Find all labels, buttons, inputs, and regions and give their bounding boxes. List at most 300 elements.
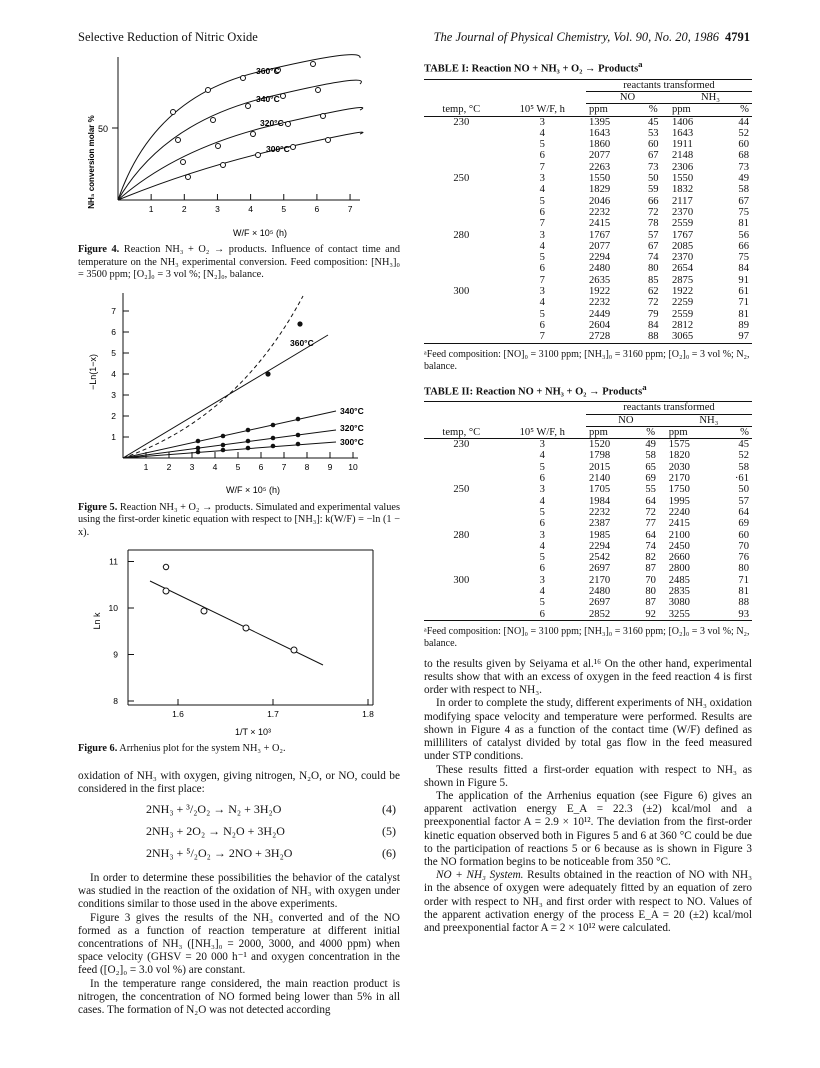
- table1-cell: 3065: [671, 331, 694, 343]
- fig4-label-300: 300°C: [266, 144, 290, 154]
- fig6-fit-line: [150, 581, 323, 665]
- table2-cell: [424, 609, 499, 620]
- table1-cell: 2604: [588, 319, 611, 331]
- table1-cell: 67: [738, 195, 749, 207]
- table2-cell: 65: [645, 461, 656, 473]
- table2-cell: 5: [539, 597, 545, 609]
- table1-cell: 1829: [588, 184, 611, 196]
- page-number: 4791: [725, 30, 750, 44]
- table2-cell: 71: [738, 574, 749, 586]
- table1-cell: 7: [539, 161, 545, 173]
- table1-cell: 2415: [588, 218, 611, 230]
- fig5-label-320: 320°C: [340, 422, 364, 433]
- table-1-group-header: reactants transformed: [586, 79, 752, 91]
- table-2-ppm-header: ppm: [588, 426, 608, 438]
- table2-cell: 3: [539, 484, 545, 496]
- fig4-ytick-label: 50: [97, 124, 108, 134]
- table1-cell: [424, 162, 499, 173]
- right-column: [424, 52, 752, 935]
- table2-cell: [424, 552, 499, 563]
- left-paragraph-1: oxidation of NH₃ with oxygen, giving nitrogen, N₂O, or NO, could be considered in the first place:: [78, 769, 400, 795]
- figure-4-caption: Figure 4. Reaction NH₃ + O₂ → products. Influence of contact time and temperature on the NH₃ experimental conversion. Feed composition: [NH₃]₀ = 3500 ppm; [O₂]₀ = 3 vol %; [N₂]₀, balance.: [78, 244, 400, 280]
- right-paragraph-3: These results fitted a first-order equation with respect to NH₃ as shown in Figure 5.: [424, 763, 752, 789]
- table1-cell: 68: [738, 150, 749, 162]
- table2-row: [424, 552, 752, 563]
- table2-cell: 1995: [668, 495, 690, 507]
- table1-cell: 67: [647, 240, 659, 252]
- table1-row: [424, 196, 752, 207]
- figure-5-plot: [78, 288, 400, 500]
- table1-cell: 56: [738, 229, 749, 241]
- fig5-yticks: [111, 306, 129, 442]
- table2-cell: 2232: [588, 506, 611, 518]
- table1-cell: [424, 320, 499, 331]
- table2-cell: 2542: [588, 552, 611, 564]
- fig4-xlabel: W/F × 10⁵ (h): [233, 228, 287, 238]
- table2-row: [424, 518, 752, 529]
- fig5-line-360: [123, 335, 328, 458]
- table1-cell: 73: [647, 161, 659, 173]
- table2-cell: 2835: [668, 585, 690, 597]
- figure-4-plot: [78, 52, 400, 242]
- fig5-points: [196, 321, 303, 454]
- table1-cell: 6: [539, 319, 545, 331]
- table2-row: [424, 484, 752, 495]
- table1-cell: 4: [539, 127, 545, 139]
- table1-cell: 3: [539, 116, 545, 128]
- table2-cell: 2415: [668, 518, 690, 530]
- table2-cell: 58: [645, 450, 656, 462]
- table2-cell: 6: [539, 518, 545, 530]
- table-2-footnote: ᵃFeed composition: [NO]₀ = 3100 ppm; [NH₃]₀ = 3160 ppm; [O₂]₀ = 3 vol %; N₂, balance.: [424, 625, 750, 649]
- table2-cell: 2697: [588, 563, 611, 575]
- fig4-label-340: 340°C: [256, 94, 280, 104]
- table1-row: [424, 207, 752, 218]
- table2-cell: 92: [645, 608, 656, 620]
- table-2-title: TABLE II: Reaction NO + NH₃ + O₂ → Products$^a$: [424, 381, 647, 398]
- table1-cell: 78: [647, 218, 659, 230]
- table1-cell: 2232: [588, 297, 611, 309]
- table1-cell: 97: [738, 331, 749, 343]
- table1-cell: 2306: [671, 161, 694, 173]
- fig5-ytick-label: 3: [111, 389, 116, 400]
- table2-cell: 2240: [668, 506, 690, 518]
- table1-cell: 2449: [588, 308, 611, 320]
- table2-cell: [424, 450, 499, 461]
- table2-cell: 1985: [588, 529, 611, 541]
- table1-row: [424, 297, 752, 308]
- table1-cell: 2085: [671, 240, 694, 252]
- left-column: [78, 52, 400, 1017]
- fig4-points: [171, 62, 331, 180]
- table2-cell: 50: [738, 484, 749, 496]
- table1-cell: 60: [647, 139, 659, 151]
- table1-cell: [424, 275, 499, 286]
- table1-cell: 2232: [588, 206, 611, 218]
- table1-cell: 2654: [671, 263, 694, 275]
- table1-cell: [424, 263, 499, 274]
- table1-cell: 89: [738, 319, 749, 331]
- table1-cell: [424, 218, 499, 229]
- table2-cell: 1750: [668, 484, 690, 496]
- table2-cell: 82: [645, 552, 656, 564]
- table1-row: [424, 150, 752, 161]
- table1-cell: [424, 252, 499, 263]
- table1-row: [424, 309, 752, 320]
- fig6-ytick-label: 9: [113, 649, 118, 660]
- figure-5-caption: Figure 5. Reaction NH₃ + O₂ → products. Simulated and experimental values using the first-order kinetic equation with respect to [NH₃]: k(W/F) = −ln (1 − x).: [78, 501, 401, 538]
- table1-cell: 6: [539, 150, 545, 162]
- table1-cell: 2117: [671, 195, 693, 207]
- table1-cell: 2370: [671, 252, 694, 264]
- table1-cell: 66: [738, 240, 749, 252]
- table1-row: [424, 173, 752, 184]
- fig5-ytick-label: 4: [111, 368, 116, 379]
- table1-row: [424, 139, 752, 150]
- table1-cell: 58: [738, 184, 749, 196]
- table2-cell: 70: [645, 574, 656, 586]
- table1-cell: 2263: [588, 161, 611, 173]
- table1-cell: 2559: [671, 218, 694, 230]
- table1-cell: 7: [539, 331, 545, 343]
- fig5-xtick-label: 1: [143, 461, 149, 472]
- fig4-curve-340: [118, 80, 361, 200]
- table1-row: [424, 263, 752, 274]
- figure-6-caption: Figure 6. Arrhenius plot for the system NH₃ + O₂.: [78, 743, 286, 754]
- table2-cell: 3: [539, 529, 545, 541]
- table1-row: [424, 218, 752, 229]
- table2-row: [424, 439, 752, 451]
- table2-row: [424, 450, 752, 461]
- table2-cell: 5: [539, 552, 545, 564]
- table1-cell: 1860: [588, 139, 611, 151]
- table2-cell: 64: [738, 506, 749, 518]
- table2-cell: 3: [539, 574, 545, 586]
- table2-cell: 6: [539, 563, 545, 575]
- table1-cell: 2875: [671, 274, 694, 286]
- table1-row: [424, 116, 752, 128]
- table1-cell: 250: [453, 173, 470, 185]
- fig4-curve-360: [118, 55, 360, 200]
- fig6-yticks: [109, 557, 134, 707]
- table-1-pct-header-2: %: [740, 104, 749, 116]
- table2-row: [424, 530, 752, 541]
- fig5-ylabel: −Ln(1−x): [88, 353, 98, 390]
- table2-cell: 81: [738, 585, 749, 597]
- table2-cell: 4: [539, 495, 545, 507]
- table1-cell: 45: [647, 116, 659, 128]
- table-1-title: TABLE I: Reaction NO + NH₃ + O₂ → Products$^a$: [424, 59, 643, 75]
- fig5-ytick-label: 1: [111, 431, 116, 442]
- equation-6: 2NH₃ + ⁵/₂O₂ → 2NO + 3H₂O (6): [146, 845, 396, 860]
- running-title: Selective Reduction of Nitric Oxide: [78, 30, 258, 44]
- fig5-xtick-label: 9: [327, 461, 333, 472]
- equation-4: 2NH₃ + ³/₂O₂ → N₂ + 3H₂O (4): [146, 801, 396, 816]
- table2-cell: [424, 507, 499, 518]
- fig5-ytick-label: 7: [111, 305, 116, 316]
- table-1-nh3-header: NH₃: [669, 92, 752, 104]
- table1-cell: 2148: [671, 150, 694, 162]
- table-1-temp-header: temp, °C: [442, 104, 481, 116]
- table1-cell: 6: [539, 206, 545, 218]
- table1-cell: 1767: [588, 229, 611, 241]
- table2-row: [424, 609, 752, 620]
- table2-cell: 2170: [668, 473, 690, 485]
- table2-row: [424, 597, 752, 608]
- table2-cell: 2294: [588, 540, 611, 552]
- table1-cell: 50: [647, 173, 659, 185]
- table1-cell: 57: [647, 229, 659, 241]
- table2-cell: 1820: [668, 450, 690, 462]
- table1-cell: 88: [647, 331, 659, 343]
- table2-cell: 6: [539, 473, 545, 485]
- table-1-no-header: NO: [586, 92, 669, 104]
- table-1-ppm-header-2: ppm: [671, 104, 691, 116]
- fig5-xtick-label: 5: [235, 461, 241, 472]
- table1-cell: 5: [539, 252, 545, 264]
- table2-cell: [424, 563, 499, 574]
- fig5-label-300: 300°C: [340, 436, 364, 447]
- left-paragraph-3: Figure 3 gives the results of the NH₃ converted and of the NO formed as a function of reaction temperature at different initial concentrations of NH₃ ([NH₃]₀ = 2000, 3000, and 4000 ppm) when space velocity (GHSV = 20 000 h⁻¹ and oxygen concentration in the feed ([O₂]₀ = 3.0 vol %) are constant.: [78, 911, 400, 977]
- table2-row: [424, 541, 752, 552]
- table-2: [424, 401, 752, 620]
- table2-cell: 2100: [668, 529, 690, 541]
- table-2-nh3-header: NH₃: [666, 414, 752, 426]
- fig4-xticks: [149, 194, 353, 214]
- table1-cell: 44: [738, 116, 749, 128]
- table2-row: [424, 563, 752, 574]
- table2-cell: [424, 597, 499, 608]
- left-paragraph-4: In the temperature range considered, the main reaction product is nitrogen, the concentration of NO formed being lower than 5% in all cases. The formation of N₂O was not detected according: [78, 977, 400, 1016]
- fig5-ytick-label: 6: [111, 326, 116, 337]
- table1-cell: 67: [647, 150, 659, 162]
- table2-cell: 77: [645, 518, 656, 530]
- table2-cell: 300: [453, 574, 470, 586]
- table2-cell: 64: [645, 529, 656, 541]
- table2-cell: 3255: [668, 608, 690, 620]
- table1-cell: [424, 297, 499, 308]
- fig5-exp-360: [123, 296, 303, 458]
- table1-cell: 300: [453, 286, 470, 298]
- table1-cell: 2559: [671, 308, 694, 320]
- table1-cell: [424, 309, 499, 320]
- table1-cell: 75: [738, 252, 749, 264]
- table1-cell: 1643: [671, 127, 694, 139]
- table1-cell: 1767: [671, 229, 694, 241]
- table1-cell: [424, 241, 499, 252]
- table-1-ppm-header: ppm: [588, 104, 608, 116]
- left-paragraph-2: In order to determine these possibilities the behavior of the catalyst was studied in the reaction of the oxidation of NH₃ with oxygen under conditions similar to those used in the above experiments.: [78, 871, 400, 911]
- table2-cell: 88: [738, 597, 749, 609]
- table2-cell: 2450: [668, 540, 690, 552]
- table2-cell: 93: [738, 608, 749, 620]
- table1-cell: [424, 196, 499, 207]
- table2-cell: 60: [738, 529, 749, 541]
- fig4-xtick-label: 3: [215, 204, 220, 214]
- table1-cell: 3: [539, 229, 545, 241]
- fig5-label-340: 340°C: [340, 405, 364, 416]
- table2-cell: 2852: [588, 608, 611, 620]
- table2-cell: 69: [738, 518, 749, 530]
- table2-cell: 1798: [588, 450, 611, 462]
- fig5-xtick-label: 6: [258, 461, 264, 472]
- table-2-temp-header: temp, °C: [442, 426, 481, 438]
- table1-cell: 91: [738, 274, 749, 286]
- table1-cell: 4: [539, 240, 545, 252]
- table1-row: [424, 241, 752, 252]
- table1-cell: 80: [647, 263, 659, 275]
- table2-cell: 55: [645, 484, 656, 496]
- table1-cell: 81: [738, 308, 749, 320]
- table1-row: [424, 162, 752, 173]
- table2-cell: [424, 586, 499, 597]
- fig5-ytick-label: 5: [111, 347, 116, 358]
- table2-row: [424, 496, 752, 507]
- table1-cell: 2294: [588, 252, 611, 264]
- fig4-xtick-label: 5: [281, 204, 287, 214]
- right-paragraph-4: The application of the Arrhenius equation (see Figure 6) gives an apparent activation energy E_A = 22.3 (±2) kcal/mol and a preexponential factor A = 2.9 × 10¹². The deviation from the first-order kinetic equation observed both in Figures 5 and 6 at 360 °C could be due to the participation of reactions 5 or 6 because as is shown in Figure 3 the NO formation begins to be noticeable from 350 °C.: [424, 789, 752, 868]
- table2-cell: 64: [645, 495, 656, 507]
- table2-cell: 49: [645, 439, 656, 451]
- table2-cell: 2140: [588, 473, 611, 485]
- table1-row: [424, 320, 752, 331]
- fig4-xtick-label: 4: [248, 204, 253, 214]
- fig6-xtick-label: 1.7: [267, 709, 279, 719]
- table2-cell: 87: [645, 563, 656, 575]
- table1-cell: [424, 128, 499, 139]
- table1-row: [424, 230, 752, 241]
- table1-cell: 1550: [588, 173, 611, 185]
- fig6-ylabel: Ln k: [92, 612, 102, 630]
- fig4-xtick-label: 2: [181, 204, 187, 214]
- journal-citation: The Journal of Physical Chemistry, Vol. 90, No. 20, 1986 4791: [433, 30, 750, 44]
- table1-cell: 62: [647, 286, 659, 298]
- table-2-body: [424, 439, 752, 620]
- table1-row: [424, 275, 752, 286]
- fig4-label-320: 320°C: [260, 118, 284, 128]
- table-2-pct-header-2: %: [740, 426, 749, 438]
- fig5-xtick-label: 3: [189, 461, 195, 472]
- table2-cell: 69: [645, 473, 656, 485]
- table2-cell: 3080: [668, 597, 690, 609]
- table1-cell: [424, 184, 499, 195]
- table1-cell: 1550: [671, 173, 694, 185]
- fig6-ytick-label: 10: [108, 603, 118, 613]
- table1-cell: 2480: [588, 263, 611, 275]
- fig5-xtick-label: 7: [281, 461, 287, 472]
- fig5-xtick-label: 8: [304, 461, 310, 472]
- table1-cell: 5: [539, 308, 545, 320]
- table2-cell: 2697: [588, 597, 611, 609]
- table1-cell: 2812: [671, 319, 694, 331]
- table1-cell: 1643: [588, 127, 611, 139]
- table1-cell: 1922: [671, 286, 694, 298]
- fig5-xtick-label: 2: [166, 461, 172, 472]
- table1-cell: 1911: [671, 139, 693, 151]
- table1-cell: 52: [738, 127, 749, 139]
- table1-cell: 2728: [588, 331, 611, 343]
- table2-cell: 5: [539, 461, 545, 473]
- table1-row: [424, 286, 752, 297]
- table1-cell: 49: [738, 173, 749, 185]
- table1-cell: 7: [539, 274, 545, 286]
- table1-cell: [424, 139, 499, 150]
- table1-cell: 72: [647, 206, 659, 218]
- table2-cell: 1705: [588, 484, 611, 496]
- table-1-body: [424, 116, 752, 342]
- table2-cell: 76: [738, 552, 749, 564]
- table2-cell: [424, 518, 499, 529]
- table1-row: [424, 252, 752, 263]
- table2-cell: 5: [539, 506, 545, 518]
- table1-cell: 3: [539, 286, 545, 298]
- table2-cell: 87: [645, 597, 656, 609]
- fig6-points: [163, 564, 297, 653]
- table2-cell: 45: [738, 439, 749, 451]
- fig4-label-360: 360°C: [256, 66, 280, 76]
- table1-cell: 60: [738, 139, 749, 151]
- table1-cell: 2635: [588, 274, 611, 286]
- table1-cell: 72: [647, 297, 659, 309]
- table-1-pct-header: %: [648, 104, 658, 116]
- table2-cell: 2030: [668, 461, 690, 473]
- table2-cell: 74: [645, 540, 656, 552]
- table2-row: [424, 473, 752, 484]
- table2-cell: 1575: [668, 439, 690, 451]
- table2-row: [424, 575, 752, 586]
- table2-cell: 1520: [588, 439, 611, 451]
- table2-row: [424, 462, 752, 473]
- table1-row: [424, 128, 752, 139]
- fig5-label-360: 360°C: [290, 337, 314, 348]
- table1-row: [424, 331, 752, 342]
- table2-cell: 2485: [668, 574, 690, 586]
- table2-cell: 2170: [588, 574, 611, 586]
- table2-cell: 58: [738, 461, 749, 473]
- fig5-xtick-label: 10: [348, 461, 358, 472]
- table2-cell: 4: [539, 450, 545, 462]
- table2-cell: 2660: [668, 552, 690, 564]
- table-2-no-header: NO: [586, 414, 666, 426]
- table1-row: [424, 184, 752, 195]
- table-2-group-header: reactants transformed: [586, 402, 752, 414]
- table2-cell: 52: [738, 450, 749, 462]
- table-2-ppm-header-2: ppm: [668, 426, 688, 438]
- table1-cell: 75: [738, 206, 749, 218]
- table1-cell: 1395: [588, 116, 611, 128]
- table1-cell: 230: [453, 116, 470, 128]
- table-1-footnote: ᵃFeed composition: [NO]₀ = 3100 ppm; [NH₃]₀ = 3160 ppm; [O₂]₀ = 3 vol %; N₂, balance.: [424, 348, 750, 372]
- table2-cell: 2800: [668, 563, 690, 575]
- table-2-wf-header: 10⁵ W/F, h: [519, 426, 565, 438]
- table2-cell: 72: [645, 506, 656, 518]
- table2-cell: 80: [738, 563, 749, 575]
- right-paragraph-1: to the results given by Seiyama et al.¹⁶ On the other hand, experimental results show that with an excess of oxygen in the feed reaction 4 is first order with respect to NH₃.: [424, 657, 752, 697]
- table1-cell: 4: [539, 184, 545, 196]
- right-paragraph-5: NO + NH₃ System. Results obtained in the reaction of NO with NH₃ in the absence of oxygen were adequately fitted by an equation of zero order with respect to NH₃ and first order with respect to NO. Values of the apparent activation energy of the process E_A = 20 (±2) kcal/mol and preexponential factor A = 2 × 10¹² were calculated.: [424, 869, 753, 934]
- table1-cell: 4: [539, 297, 545, 309]
- fig4-ylabel: NH₃ conversion molar %: [87, 115, 96, 209]
- fig6-xticks: [172, 699, 374, 719]
- fig5-xticks: [144, 452, 358, 472]
- fig5-xtick-label: 4: [212, 461, 218, 472]
- equation-5: 2NH₃ + 2O₂ → N₂O + 3H₂O (5): [146, 823, 396, 838]
- table1-cell: 66: [647, 195, 659, 207]
- table1-cell: 74: [647, 252, 659, 264]
- table1-cell: 2077: [588, 150, 611, 162]
- table2-cell: 3: [539, 439, 545, 451]
- figure-6-plot: [78, 545, 400, 741]
